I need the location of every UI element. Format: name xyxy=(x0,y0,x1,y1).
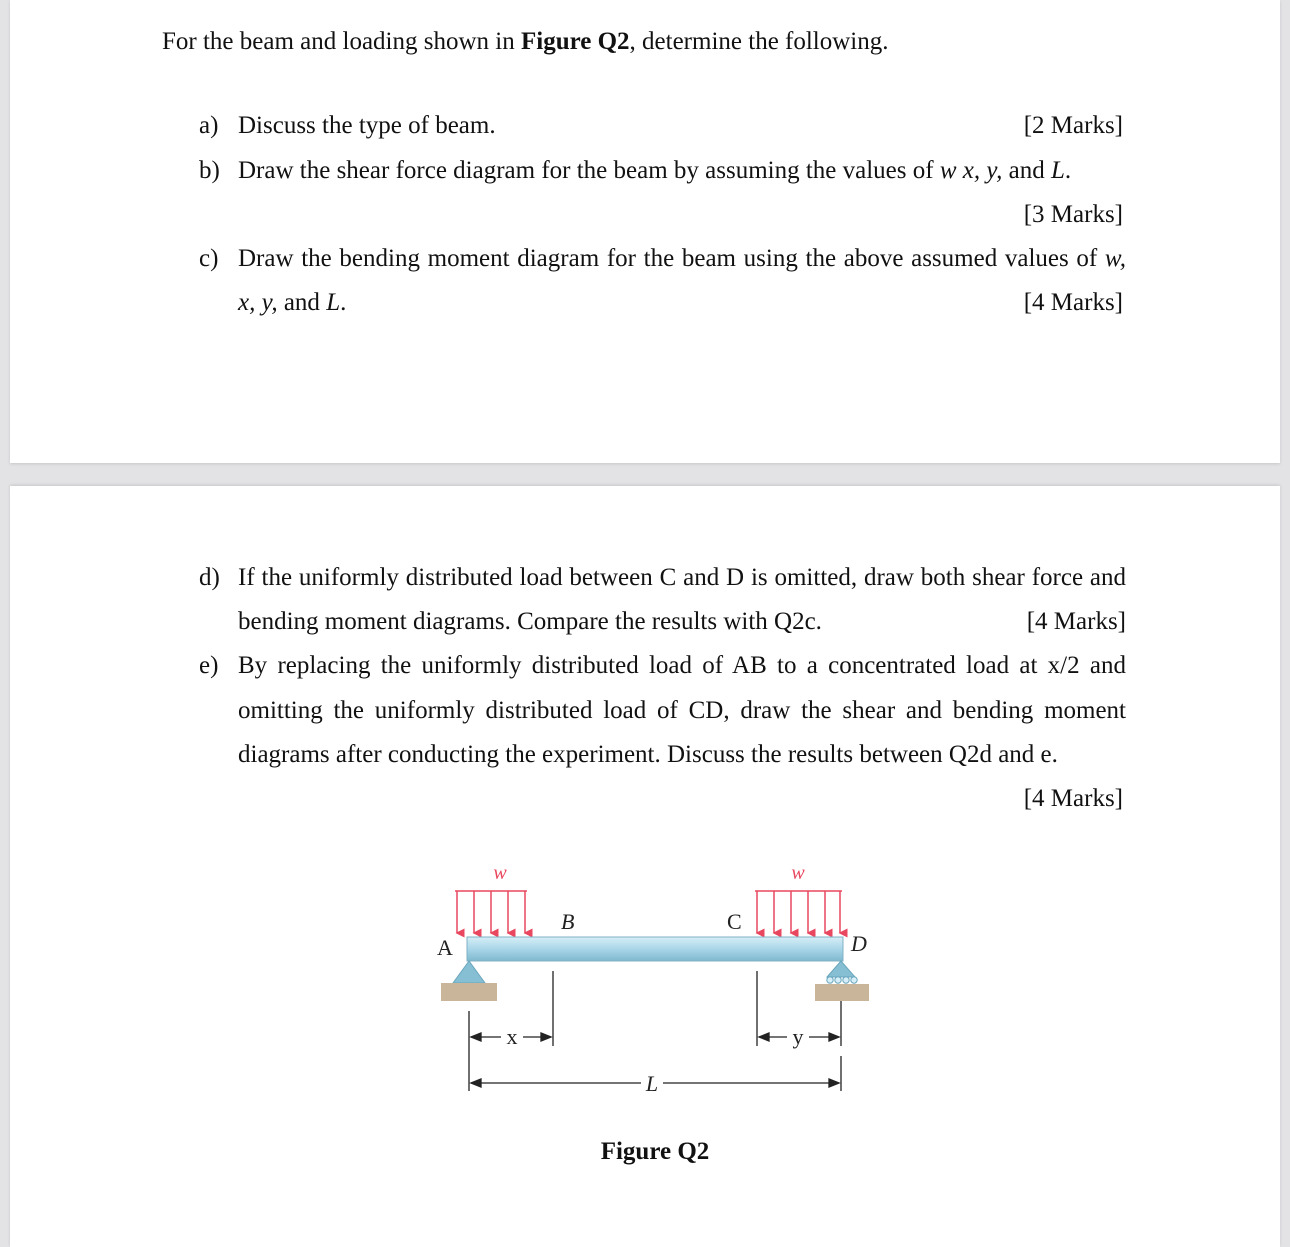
figure-caption: Figure Q2 xyxy=(600,1138,710,1165)
pin-support-a xyxy=(441,961,497,1001)
load-label-left: w xyxy=(493,862,507,884)
question-d-label: d) xyxy=(199,564,220,591)
page-1 xyxy=(10,0,1280,463)
point-c-label: C xyxy=(727,909,742,934)
question-e-line2: omitting the uniformly distributed load of CD, draw the shear and bending moment xyxy=(238,697,1126,724)
question-c-label: c) xyxy=(199,245,219,272)
point-d-label: D xyxy=(851,931,867,956)
question-c-line1: Draw the bending moment diagram for the beam using the above assumed values of w, xyxy=(238,245,1126,272)
question-a-label: a) xyxy=(199,112,219,139)
question-a-marks: [2 Marks] xyxy=(1023,112,1123,139)
question-b-label: b) xyxy=(199,157,220,184)
intro-text: For the beam and loading shown in Figure Q2, determine the following. xyxy=(162,28,889,55)
question-d-line1: If the uniformly distributed load between C and D is omitted, draw both shear force and xyxy=(238,564,1126,591)
dim-L-label: L xyxy=(645,1071,659,1091)
figure-ref: Figure Q2 xyxy=(520,28,630,55)
question-a-text: Discuss the type of beam. xyxy=(238,112,496,139)
question-b-marks: [3 Marks] xyxy=(1023,201,1123,228)
question-d-marks: [4 Marks] xyxy=(1026,608,1126,635)
question-c-marks: [4 Marks] xyxy=(1023,289,1123,316)
question-e-label: e) xyxy=(199,652,219,679)
question-c-line2: x, y, and L. xyxy=(238,289,347,316)
roller-support-d xyxy=(815,961,869,1001)
beam xyxy=(467,937,843,961)
page-2 xyxy=(10,486,1280,1247)
question-b-text: Draw the shear force diagram for the beam by assuming the values of w x, y, and L. xyxy=(238,157,1072,184)
point-a-label: A xyxy=(437,935,453,960)
left-distributed-load xyxy=(455,891,527,933)
question-e-line3: diagrams after conducting the experiment. Discuss the results between Q2d and e. xyxy=(238,741,1058,768)
dim-x-label: x xyxy=(506,1024,518,1049)
question-e-line1: By replacing the uniformly distributed load of AB to a concentrated load at x/2 and xyxy=(238,652,1126,679)
dim-y-label: y xyxy=(792,1024,804,1049)
beam-figure xyxy=(415,841,895,1091)
load-label-right: w xyxy=(791,862,805,884)
question-d-line2: bending moment diagrams. Compare the results with Q2c. xyxy=(238,608,822,635)
question-e-marks: [4 Marks] xyxy=(1023,785,1123,812)
point-b-label: B xyxy=(561,909,575,934)
right-distributed-load xyxy=(755,891,842,933)
